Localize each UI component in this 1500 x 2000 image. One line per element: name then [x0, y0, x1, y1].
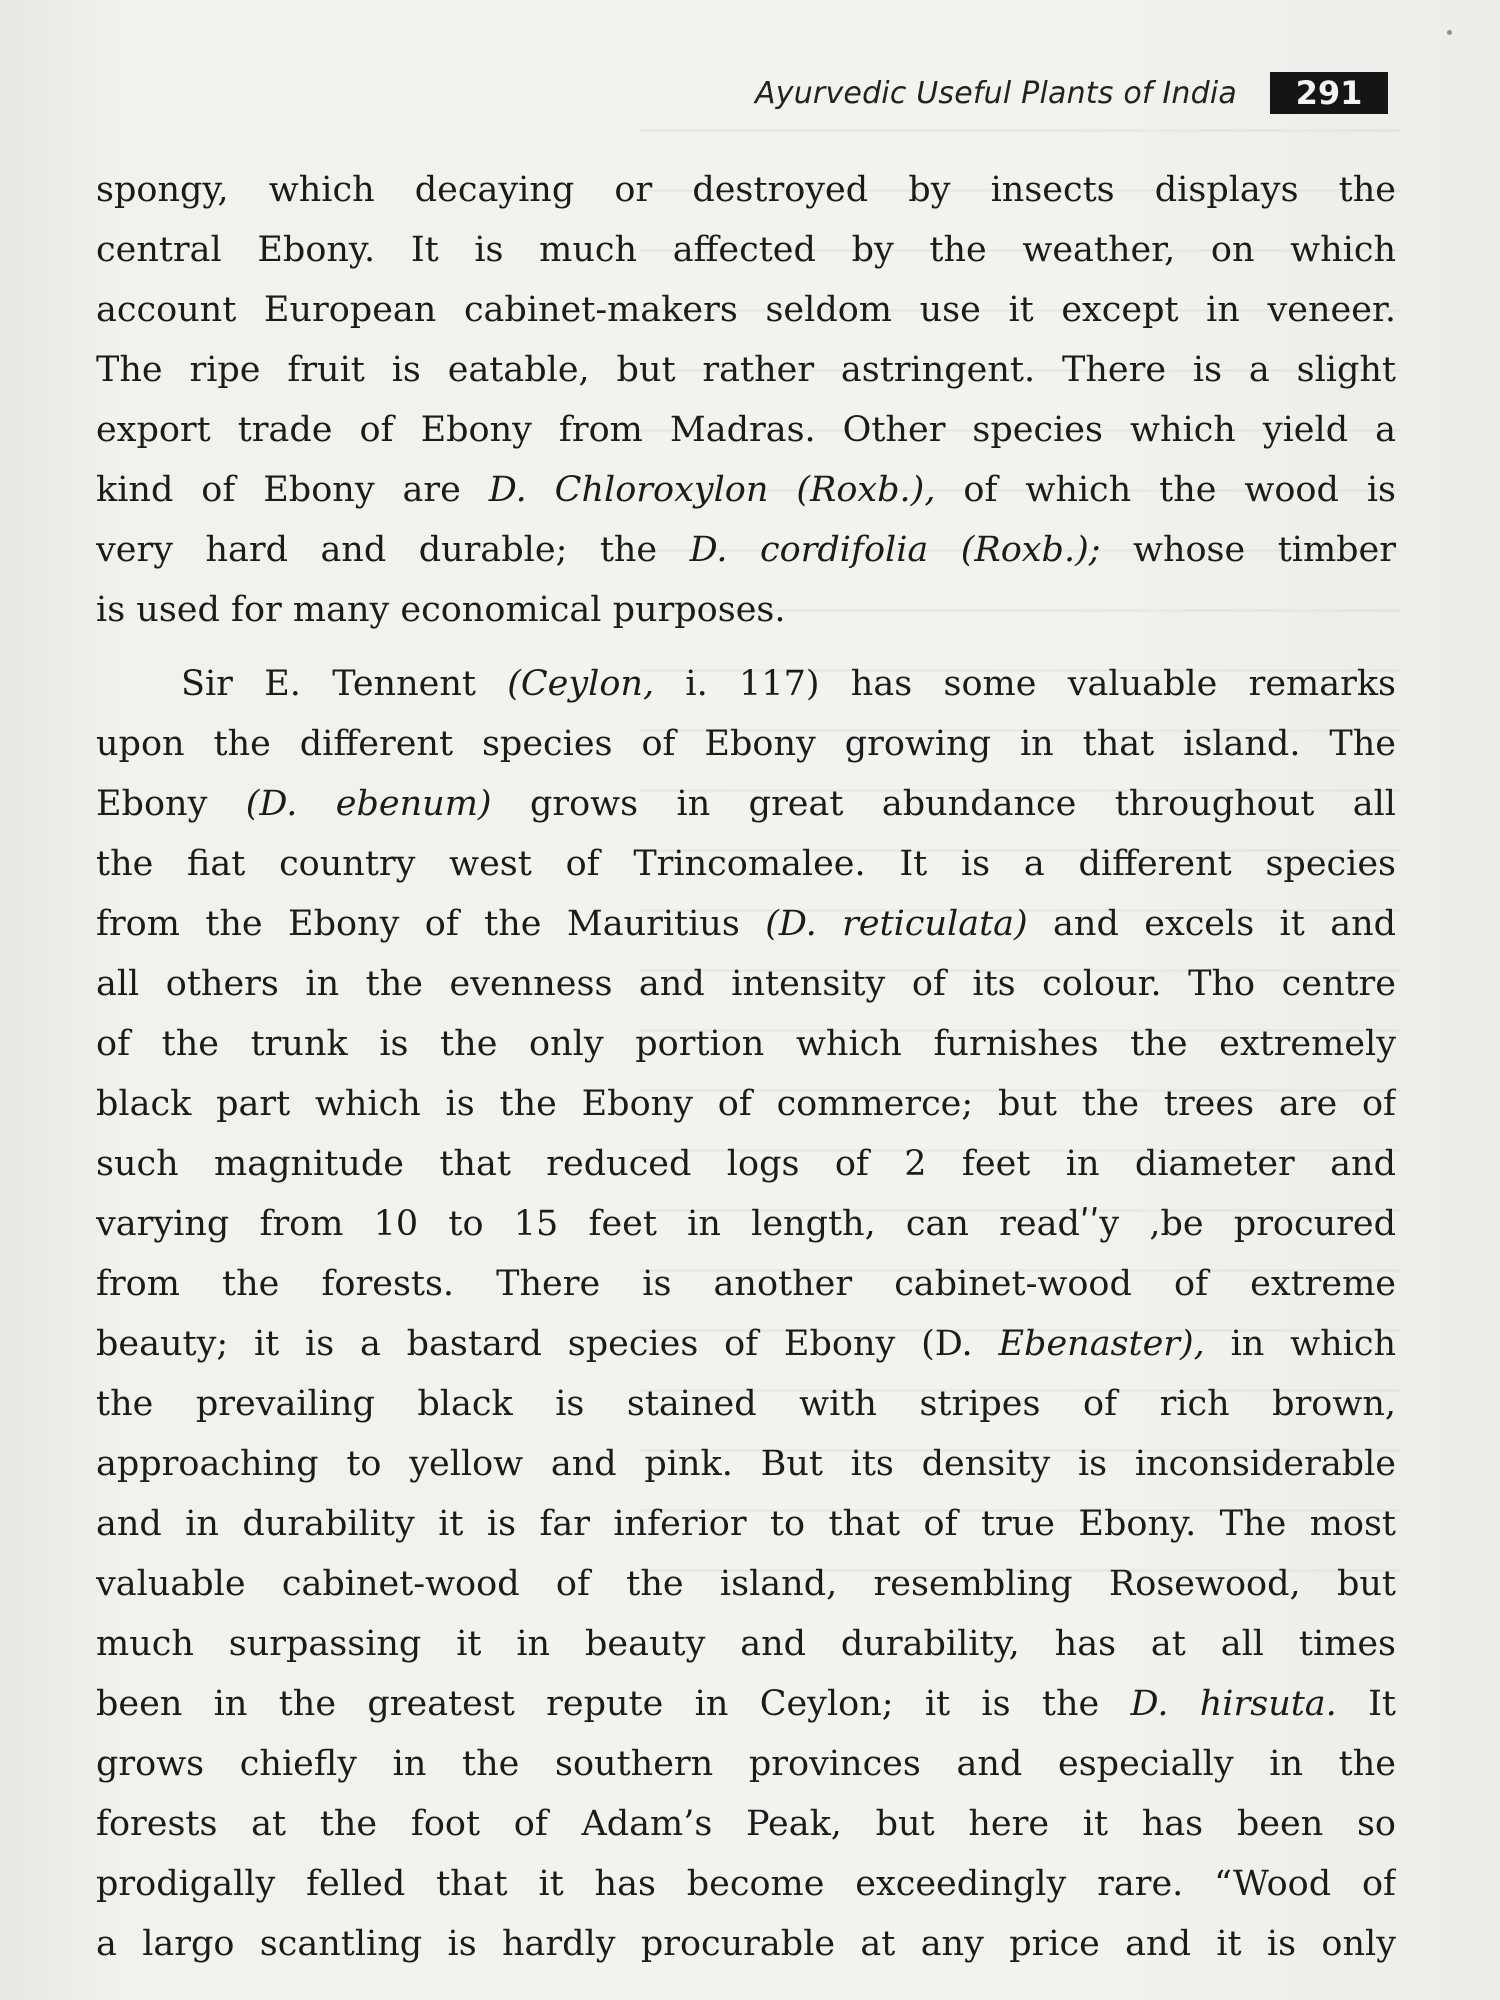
ink-speck: [1447, 30, 1452, 35]
text-line: is used for many economical purposes.: [96, 590, 786, 630]
text-line: upon the different species of Ebony growing in that island. The: [96, 724, 1396, 764]
paragraph-1: [96, 160, 1396, 640]
text-line: varying from 10 to 15 feet in length, can readʹʹy ,be procured: [96, 1204, 1396, 1244]
text-line: export trade of Ebony from Madras. Other species which yield a: [96, 410, 1396, 450]
species-name: D. cordifolia (Roxb.);: [689, 530, 1101, 570]
text-line: account European cabinet-makers seldom use it except in veneer.: [96, 290, 1396, 330]
species-name: Ebenaster),: [998, 1324, 1205, 1364]
text-line: spongy, which decaying or destroyed by insects displays the: [96, 170, 1396, 210]
text-line: central Ebony. It is much affected by the weather, on which: [96, 230, 1396, 270]
species-name: (D. reticulata): [765, 904, 1028, 944]
text-line: the prevailing black is stained with stripes of rich brown,: [96, 1384, 1396, 1424]
citation: (Ceylon,: [507, 664, 655, 704]
text-line: valuable cabinet-wood of the island, resembling Rosewood, but: [96, 1564, 1396, 1604]
text-line: beauty; it is a bastard species of Ebony (D. Ebenaster), in which: [96, 1324, 1396, 1364]
text-line: Ebony (D. ebenum) grows in great abundance throughout all: [96, 784, 1396, 824]
text-line: the fiat country west of Trincomalee. It is a different species: [96, 844, 1396, 884]
text-line: all others in the evenness and intensity of its colour. Tho centre: [96, 964, 1396, 1004]
text-line: very hard and durable; the D. cordifolia (Roxb.); whose timber: [96, 530, 1396, 570]
body-text: [96, 160, 1396, 1974]
text-line: such magnitude that reduced logs of 2 feet in diameter and: [96, 1144, 1396, 1184]
text-line: of the trunk is the only portion which furnishes the extremely: [96, 1024, 1396, 1064]
text-line: black part which is the Ebony of commerce; but the trees are of: [96, 1084, 1396, 1124]
page-number: 291: [1270, 72, 1388, 114]
running-header: [0, 72, 1500, 120]
paragraph-2: [96, 654, 1396, 1974]
species-name: (D. ebenum): [245, 784, 492, 824]
text-line: Sir E. Tennent (Ceylon, i. 117) has some valuable remarks: [181, 664, 1396, 704]
text-line: from the forests. There is another cabinet-wood of extreme: [96, 1264, 1396, 1304]
text-line: been in the greatest repute in Ceylon; it is the D. hirsuta. It: [96, 1684, 1396, 1724]
text-line: forests at the foot of Adam’s Peak, but here it has been so: [96, 1804, 1396, 1844]
text-line: and in durability it is far inferior to that of true Ebony. The most: [96, 1504, 1396, 1544]
text-line: grows chiefly in the southern provinces and especially in the: [96, 1744, 1396, 1784]
running-title: Ayurvedic Useful Plants of India: [755, 76, 1237, 111]
text-line: a largo scantling is hardly procurable at any price and it is only: [96, 1924, 1396, 1964]
text-line: prodigally felled that it has become exceedingly rare. “Wood of: [96, 1864, 1396, 1904]
text-line: approaching to yellow and pink. But its density is inconsiderable: [96, 1444, 1396, 1484]
text-line: The ripe fruit is eatable, but rather astringent. There is a slight: [96, 350, 1396, 390]
species-name: D. Chloroxylon (Roxb.),: [488, 470, 936, 510]
species-name: D. hirsuta.: [1130, 1684, 1337, 1724]
text-line: kind of Ebony are D. Chloroxylon (Roxb.), of which the wood is: [96, 470, 1396, 510]
text-line: from the Ebony of the Mauritius (D. reticulata) and excels it and: [96, 904, 1396, 944]
text-line: much surpassing it in beauty and durability, has at all times: [96, 1624, 1396, 1664]
